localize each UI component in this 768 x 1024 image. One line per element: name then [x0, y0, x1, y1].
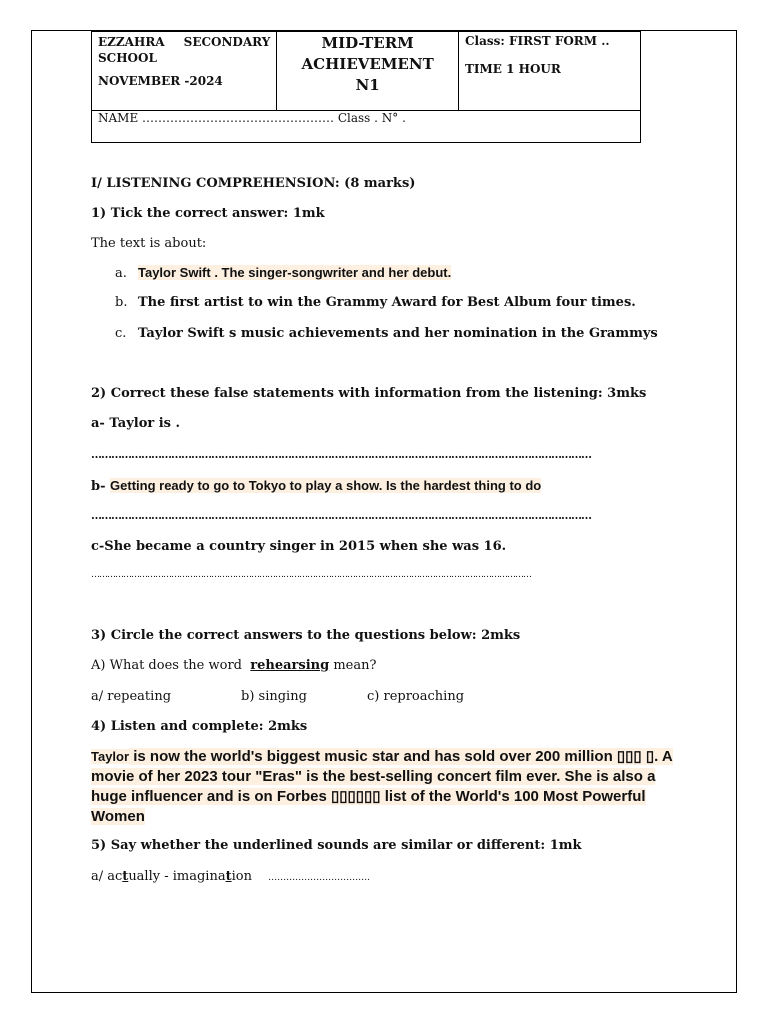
q3-option-b[interactable]: b) singing — [241, 689, 307, 704]
q5-item-a — [91, 869, 370, 884]
q2-statement-b — [91, 478, 541, 494]
q5-underlined-sound-2: t — [225, 869, 232, 884]
q4-text-part3: list of the World's 100 Most Powerful Women — [91, 788, 646, 825]
q5-a-prefix: a/ ac — [91, 869, 123, 884]
q4-paragraph — [91, 747, 677, 827]
q2-b-text: Getting ready to go to Tokyo to play a show. Is the hardest thing to do — [110, 478, 542, 493]
q4-text-part1: is now the world's biggest music star and has sold over 200 million — [129, 748, 617, 765]
exam-date: NOVEMBER -2024 — [98, 74, 223, 88]
class-cell — [458, 32, 640, 111]
class-label: Class: FIRST FORM .. — [464, 34, 610, 48]
q3-question — [91, 658, 376, 673]
q3-option-c[interactable]: c) reproaching — [367, 689, 465, 704]
q5-a-end: ion — [231, 869, 252, 884]
section-title: I/ LISTENING COMPREHENSION: (8 marks) — [91, 176, 416, 191]
title-cell — [277, 32, 459, 111]
option-c-text: Taylor Swift s music achievements and her nomination in the Grammys — [138, 326, 658, 341]
q2-title: 2) Correct these false statements with information from the listening: 3mks — [91, 386, 647, 401]
exam-title-line1: MID-TERM — [321, 34, 414, 52]
q4-blank-2[interactable]: ▯▯▯▯▯▯ — [331, 788, 381, 805]
q3-target-word: rehearsing — [250, 658, 330, 673]
q5-a-middle: ually - imagina — [128, 869, 226, 884]
q2-b-answer-line[interactable]: …………………………………………………………………………………………………………………………………… — [91, 509, 591, 522]
q2-a-answer-line[interactable]: …………………………………………………………………………………………………………………………………… — [91, 448, 591, 461]
q3-title: 3) Circle the correct answers to the questions below: 2mks — [91, 628, 521, 643]
school-name-line2: SCHOOL — [98, 51, 157, 65]
q2-statement-a: a- Taylor is . — [91, 416, 181, 431]
q4-blank-1[interactable]: ▯▯▯ — [616, 748, 642, 765]
time-label: TIME 1 HOUR — [464, 62, 561, 76]
school-cell — [92, 32, 277, 111]
option-c-label: c. — [115, 326, 127, 341]
q1-option-c[interactable] — [115, 326, 658, 341]
exam-title-line3: N1 — [355, 76, 380, 94]
option-a-text: Taylor Swift . The singer-songwriter and her debut. — [138, 265, 452, 280]
name-cell[interactable] — [92, 111, 641, 143]
q2-c-answer-line[interactable]: ………………………………………………………………………………………………………………………………………………… — [91, 570, 531, 580]
name-class-number-line[interactable]: NAME ………………………………………… Class . N° . — [98, 111, 406, 125]
school-name-line1: EZZAHRA SECONDARY — [98, 35, 271, 49]
option-b-text: The first artist to win the Grammy Award for Best Album four times. — [138, 295, 636, 310]
q3-question-suffix: mean? — [333, 658, 377, 673]
q1-intro: The text is about: — [91, 236, 207, 251]
q1-option-a[interactable] — [115, 265, 451, 281]
q5-underlined-sound-1: t — [122, 869, 129, 884]
q1-option-b[interactable] — [115, 295, 636, 310]
q4-word-taylor: Taylor — [91, 749, 130, 764]
option-b-label: b. — [115, 295, 128, 310]
q2-b-prefix: b- — [91, 479, 106, 494]
q2-statement-c: c-She became a country singer in 2015 when she was 16. — [91, 539, 507, 554]
header-table — [91, 31, 641, 143]
q4-title: 4) Listen and complete: 2mks — [91, 719, 308, 734]
q1-title: 1) Tick the correct answer: 1mk — [91, 206, 325, 221]
exam-title-line2: ACHIEVEMENT — [301, 55, 434, 73]
q5-a-answer-line[interactable]: ……………………………. — [268, 873, 370, 883]
q3-question-prefix: A) What does the word — [91, 658, 242, 673]
q5-title: 5) Say whether the underlined sounds are similar or different: 1mk — [91, 838, 582, 853]
q3-option-a[interactable]: a/ repeating — [91, 689, 172, 704]
q4-text-part2: ▯. A movie of her 2023 tour "Eras" is the best-selling concert film ever. She is also a huge influencer and is on Forbes — [91, 748, 673, 805]
option-a-label: a. — [115, 266, 127, 281]
